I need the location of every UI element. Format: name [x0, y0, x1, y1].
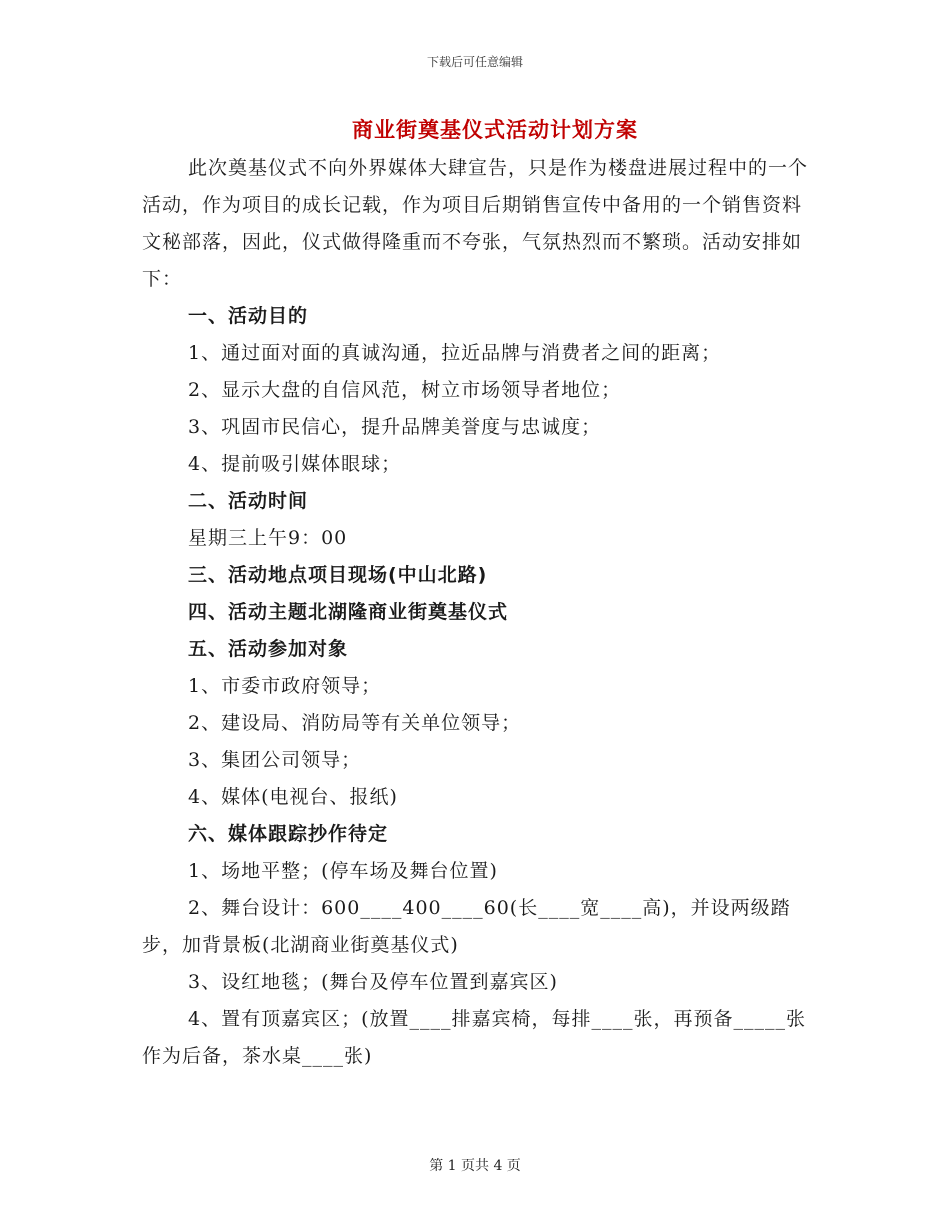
- list-item: 1、市委市政府领导；: [188, 675, 382, 697]
- document-title: 商业街奠基仪式活动计划方案: [352, 118, 638, 142]
- document-body: [142, 150, 810, 1075]
- section-heading: 三、活动地点项目现场(中山北路): [188, 564, 488, 586]
- list-item: 3、集团公司领导；: [188, 749, 362, 771]
- list-item: 1、通过面对面的真诚沟通，拉近品牌与消费者之间的距离；: [188, 342, 722, 364]
- list-item: 2、舞台设计：600____400____60(长____宽____高)，并设两级踏步，加背景板(北湖商业街奠基仪式): [142, 897, 791, 956]
- page-header-note: 下载后可任意编辑: [426, 55, 523, 69]
- section-heading: 一、活动目的: [188, 305, 309, 327]
- list-item: 2、显示大盘的自信风范，树立市场领导者地位；: [188, 379, 622, 401]
- list-item: 4、提前吸引媒体眼球；: [188, 453, 402, 475]
- section-heading: 二、活动时间: [188, 490, 309, 512]
- section-heading: 六、媒体跟踪抄作待定: [188, 823, 389, 845]
- list-item: 1、场地平整；(停车场及舞台位置): [188, 860, 498, 882]
- list-item: 4、媒体(电视台、报纸): [188, 786, 398, 808]
- page-number-footer: 第 1 页共 4 页: [429, 1158, 521, 1174]
- list-item: 3、巩固市民信心，提升品牌美誉度与忠诚度；: [188, 416, 602, 438]
- section-heading: 四、活动主题北湖隆商业街奠基仪式: [188, 601, 509, 623]
- list-item: 2、建设局、消防局等有关单位领导；: [188, 712, 522, 734]
- list-item: 4、置有顶嘉宾区；(放置____排嘉宾椅，每排____张，再预备_____张作为后备，茶水桌____张): [142, 1008, 807, 1067]
- list-item: 3、设红地毯；(舞台及停车位置到嘉宾区): [188, 971, 558, 993]
- section-heading: 五、活动参加对象: [188, 638, 349, 660]
- time-text: 星期三上午9：00: [188, 527, 348, 549]
- intro-paragraph: 此次奠基仪式不向外界媒体大肆宣告，只是作为楼盘进展过程中的一个活动，作为项目的成长记载，作为项目后期销售宣传中备用的一个销售资料文秘部落，因此，仪式做得隆重而不夸张，气氛热烈而不繁琐。活动安排如下：: [142, 157, 809, 290]
